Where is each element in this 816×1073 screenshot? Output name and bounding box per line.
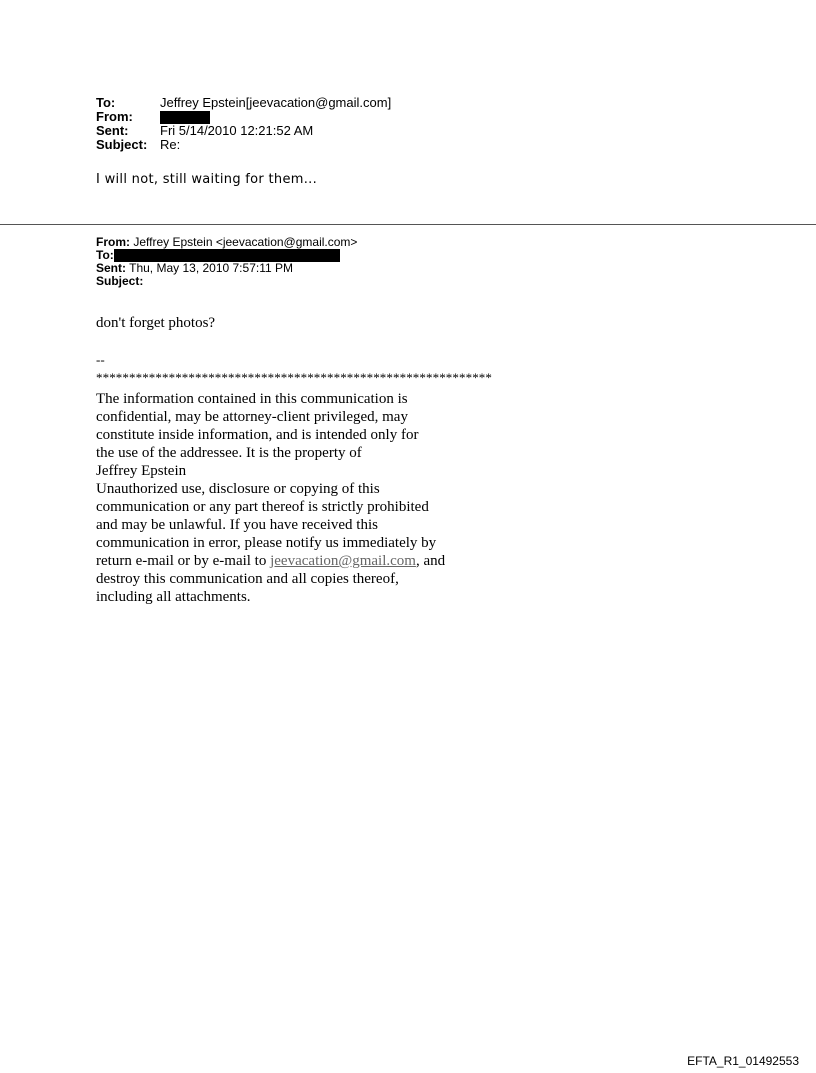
disclaimer-text: , and <box>415 553 446 569</box>
subject-row <box>96 138 391 152</box>
subject-label: Subject: <box>96 137 148 152</box>
sent-row <box>96 124 391 138</box>
disclaimer-text: return e-mail or by e-mail to <box>96 553 271 569</box>
to-value: Jeffrey Epstein[jeevacation@gmail.com] <box>160 95 392 110</box>
disclaimer-line: the use of the addressee. It is the property of <box>96 445 362 461</box>
disclaimer-line: The information contained in this communication is <box>96 391 408 407</box>
from-label: From: <box>96 109 133 124</box>
subject-value: Re: <box>160 137 181 152</box>
disclaimer-line: confidential, may be attorney-client privileged, may <box>96 409 408 425</box>
forwarded-sent-label: Sent: <box>96 261 126 275</box>
to-label: To: <box>96 95 116 110</box>
to-row <box>96 96 391 110</box>
forwarded-subject-row <box>96 275 357 288</box>
disclaimer-line: and may be unlawful. If you have received this <box>96 517 378 533</box>
disclaimer-line: including all attachments. <box>96 589 251 605</box>
disclaimer-line: destroy this communication and all copies thereof, <box>96 571 399 587</box>
disclaimer-line: communication or any part thereof is strictly prohibited <box>96 499 429 515</box>
forwarded-sent-value: Thu, May 13, 2010 7:57:11 PM <box>126 261 293 275</box>
forwarded-subject-label: Subject: <box>96 274 144 288</box>
reply-body-text: I will not, still waiting for them... <box>96 172 318 187</box>
disclaimer-line <box>96 552 496 570</box>
email-link[interactable]: jeevacation@gmail.com <box>270 553 416 569</box>
bates-number: EFTA_R1_01492553 <box>687 1054 799 1068</box>
forwarded-from-row <box>96 236 357 249</box>
disclaimer-line: constitute inside information, and is intended only for <box>96 427 419 443</box>
disclaimer-line: Unauthorized use, disclosure or copying of this <box>96 481 380 497</box>
asterisk-rule: ************************************************************ <box>96 370 492 385</box>
message-divider <box>0 224 816 225</box>
forwarded-to-label: To: <box>96 248 114 262</box>
reply-header <box>96 96 391 152</box>
forwarded-from-value: Jeffrey Epstein <jeevacation@gmail.com> <box>130 235 358 249</box>
signature-separator: -- <box>96 352 105 367</box>
forwarded-header <box>96 236 357 288</box>
disclaimer-line: Jeffrey Epstein <box>96 463 187 479</box>
sent-label: Sent: <box>96 123 129 138</box>
sent-value: Fri 5/14/2010 12:21:52 AM <box>160 123 314 138</box>
from-row <box>96 110 391 124</box>
forwarded-from-label: From: <box>96 235 130 249</box>
disclaimer-line: communication in error, please notify us immediately by <box>96 535 437 551</box>
confidentiality-disclaimer <box>96 390 496 606</box>
forwarded-body-text: don't forget photos? <box>96 315 216 331</box>
